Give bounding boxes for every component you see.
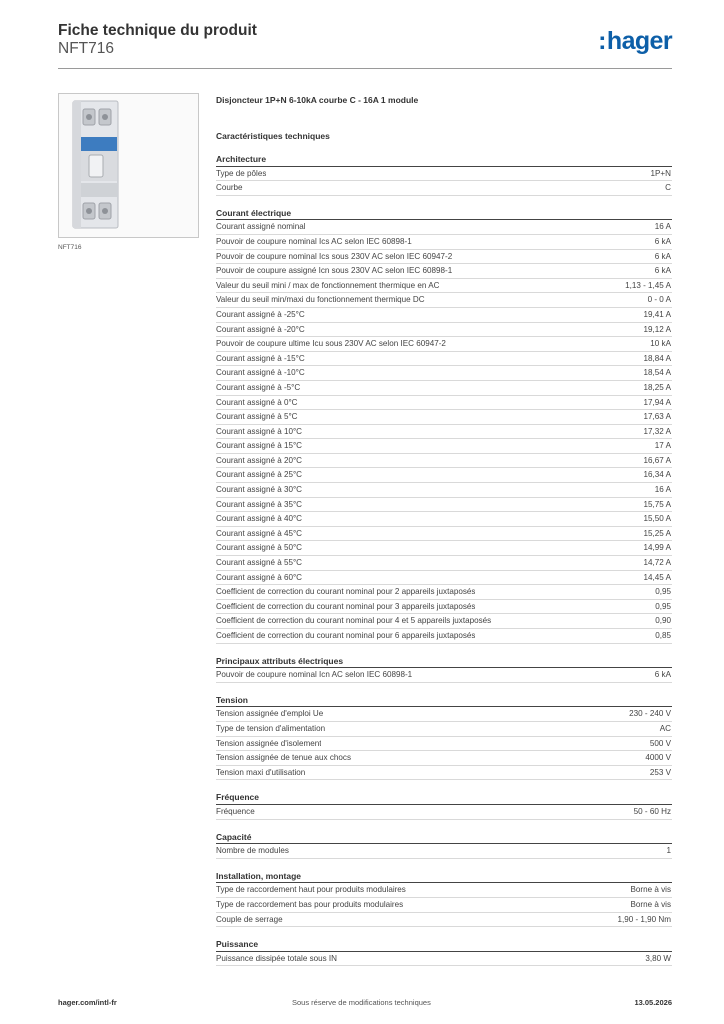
spec-label: Pouvoir de coupure nominal Ics sous 230V AC selon IEC 60947-2 bbox=[216, 251, 453, 261]
spec-value: 18,54 A bbox=[643, 368, 671, 378]
spec-value: 15,25 A bbox=[643, 528, 671, 538]
spec-row bbox=[216, 556, 672, 571]
spec-value: 253 V bbox=[649, 767, 671, 777]
spec-label: Courant assigné nominal bbox=[216, 222, 306, 232]
spec-value: 0,95 bbox=[655, 601, 671, 611]
spec-row bbox=[216, 250, 672, 265]
logo-text: hager bbox=[606, 27, 672, 55]
spec-row bbox=[216, 751, 672, 766]
spec-label: Pouvoir de coupure nominal Ics AC selon IEC 60898-1 bbox=[216, 236, 412, 246]
section-gap bbox=[216, 780, 672, 790]
spec-row bbox=[216, 337, 672, 352]
spec-sections bbox=[216, 152, 672, 966]
spec-value: 14,72 A bbox=[643, 558, 671, 568]
spec-label: Courant assigné à 30°C bbox=[216, 485, 303, 495]
spec-value: 500 V bbox=[649, 738, 671, 748]
spec-row bbox=[216, 483, 672, 498]
spec-row bbox=[216, 883, 672, 898]
section-title: Principaux attributs électriques bbox=[216, 654, 672, 669]
spec-row bbox=[216, 600, 672, 615]
spec-label: Fréquence bbox=[216, 806, 255, 816]
spec-row bbox=[216, 381, 672, 396]
spec-value: 16,67 A bbox=[643, 455, 671, 465]
spec-label: Type de pôles bbox=[216, 168, 267, 178]
spec-value: 17,32 A bbox=[643, 426, 671, 436]
section-title: Puissance bbox=[216, 937, 672, 952]
spec-value: 3,80 W bbox=[645, 953, 671, 963]
spec-value: 15,50 A bbox=[643, 514, 671, 524]
spec-row bbox=[216, 805, 672, 820]
spec-row bbox=[216, 220, 672, 235]
spec-value: 6 kA bbox=[654, 670, 671, 680]
spec-row bbox=[216, 668, 672, 683]
main-content bbox=[216, 93, 672, 966]
spec-row bbox=[216, 308, 672, 323]
spec-row bbox=[216, 844, 672, 859]
spec-row bbox=[216, 425, 672, 440]
spec-label: Nombre de modules bbox=[216, 846, 289, 856]
spec-section bbox=[216, 869, 672, 927]
spec-value: 230 - 240 V bbox=[629, 709, 671, 719]
spec-label: Courant assigné à -15°C bbox=[216, 353, 305, 363]
spec-row bbox=[216, 527, 672, 542]
section-title: Fréquence bbox=[216, 790, 672, 805]
spec-value: 14,99 A bbox=[643, 543, 671, 553]
section-gap bbox=[216, 196, 672, 206]
spec-label: Coefficient de correction du courant nominal pour 3 appareils juxtaposés bbox=[216, 601, 476, 611]
section-gap bbox=[216, 820, 672, 830]
spec-label: Coefficient de correction du courant nominal pour 4 et 5 appareils juxtaposés bbox=[216, 616, 492, 626]
spec-row bbox=[216, 439, 672, 454]
spec-label: Courant assigné à 60°C bbox=[216, 572, 303, 582]
spec-label: Type de tension d'alimentation bbox=[216, 723, 326, 733]
spec-section bbox=[216, 830, 672, 859]
spec-section bbox=[216, 654, 672, 683]
spec-row bbox=[216, 614, 672, 629]
tech-heading: Caractéristiques techniques bbox=[216, 131, 330, 141]
spec-label: Courant assigné à 15°C bbox=[216, 441, 303, 451]
spec-label: Pouvoir de coupure nominal Icn AC selon IEC 60898-1 bbox=[216, 670, 413, 680]
spec-value: 14,45 A bbox=[643, 572, 671, 582]
section-title: Installation, montage bbox=[216, 869, 672, 884]
spec-label: Courant assigné à 55°C bbox=[216, 558, 303, 568]
spec-label: Tension assignée de tenue aux chocs bbox=[216, 753, 351, 763]
spec-value: 19,41 A bbox=[643, 309, 671, 319]
spec-value: 0,95 bbox=[655, 587, 671, 597]
spec-value: AC bbox=[659, 723, 671, 733]
spec-value: 0,90 bbox=[655, 616, 671, 626]
product-reference: NFT716 bbox=[58, 40, 114, 57]
spec-label: Coefficient de correction du courant nominal pour 6 appareils juxtaposés bbox=[216, 631, 476, 640]
spec-value: 1 bbox=[666, 846, 671, 856]
spec-label: Couple de serrage bbox=[216, 914, 283, 924]
spec-label: Type de raccordement haut pour produits modulaires bbox=[216, 885, 406, 895]
spec-value: 16 A bbox=[654, 485, 671, 495]
spec-section bbox=[216, 790, 672, 819]
spec-row bbox=[216, 898, 672, 913]
spec-value: Borne à vis bbox=[630, 899, 671, 909]
section-title: Tension bbox=[216, 693, 672, 708]
spec-row bbox=[216, 707, 672, 722]
spec-value: 0,85 bbox=[655, 631, 671, 640]
spec-row bbox=[216, 468, 672, 483]
spec-label: Courant assigné à -20°C bbox=[216, 324, 305, 334]
spec-section bbox=[216, 152, 672, 196]
spec-row bbox=[216, 498, 672, 513]
spec-label: Courant assigné à 40°C bbox=[216, 514, 303, 524]
spec-label: Tension assignée d'isolement bbox=[216, 738, 322, 748]
spec-label: Courant assigné à 50°C bbox=[216, 543, 303, 553]
section-gap bbox=[216, 927, 672, 937]
spec-label: Tension maxi d'utilisation bbox=[216, 767, 306, 777]
spec-label: Pouvoir de coupure ultime Icu sous 230V AC selon IEC 60947-2 bbox=[216, 339, 446, 349]
spec-value: 15,75 A bbox=[643, 499, 671, 509]
hager-logo[interactable] bbox=[598, 28, 672, 54]
spec-value: 1P+N bbox=[650, 168, 671, 178]
spec-row bbox=[216, 352, 672, 367]
page-title: Fiche technique du produit bbox=[58, 22, 257, 39]
spec-row bbox=[216, 571, 672, 586]
spec-row bbox=[216, 167, 672, 182]
product-description: Disjoncteur 1P+N 6-10kA courbe C - 16A 1 module bbox=[216, 95, 419, 105]
spec-row bbox=[216, 366, 672, 381]
product-image bbox=[58, 93, 199, 238]
section-title: Architecture bbox=[216, 152, 672, 167]
spec-row bbox=[216, 264, 672, 279]
spec-value: 0 - 0 A bbox=[647, 295, 671, 305]
spec-label: Pouvoir de coupure assigné Icn sous 230V AC selon IEC 60898-1 bbox=[216, 266, 453, 276]
spec-value: C bbox=[665, 183, 671, 193]
footer-notice: Sous réserve de modifications techniques bbox=[292, 998, 431, 1007]
spec-row bbox=[216, 454, 672, 469]
spec-value: 6 kA bbox=[654, 236, 671, 246]
spec-row bbox=[216, 629, 672, 644]
spec-label: Courant assigné à -5°C bbox=[216, 382, 301, 392]
spec-label: Tension assignée d'emploi Ue bbox=[216, 709, 324, 719]
section-title: Courant électrique bbox=[216, 206, 672, 221]
spec-label: Courant assigné à -25°C bbox=[216, 309, 305, 319]
spec-label: Courant assigné à 25°C bbox=[216, 470, 303, 480]
spec-value: 16,34 A bbox=[643, 470, 671, 480]
spec-section bbox=[216, 206, 672, 644]
spec-row bbox=[216, 766, 672, 781]
spec-row bbox=[216, 737, 672, 752]
spec-row bbox=[216, 512, 672, 527]
spec-row bbox=[216, 541, 672, 556]
spec-row bbox=[216, 293, 672, 308]
spec-row bbox=[216, 913, 672, 928]
spec-label: Courbe bbox=[216, 183, 243, 193]
image-caption: NFT716 bbox=[58, 244, 82, 251]
circuit-breaker-icon bbox=[67, 99, 124, 230]
spec-value: 17,94 A bbox=[643, 397, 671, 407]
spec-row bbox=[216, 323, 672, 338]
spec-value: 17 A bbox=[654, 441, 671, 451]
spec-value: 17,63 A bbox=[643, 412, 671, 422]
spec-label: Coefficient de correction du courant nominal pour 2 appareils juxtaposés bbox=[216, 587, 476, 597]
section-gap bbox=[216, 859, 672, 869]
spec-row bbox=[216, 952, 672, 967]
spec-value: 18,25 A bbox=[643, 382, 671, 392]
spec-section bbox=[216, 937, 672, 966]
spec-value: 18,84 A bbox=[643, 353, 671, 363]
spec-label: Type de raccordement bas pour produits modulaires bbox=[216, 899, 404, 909]
spec-value: 6 kA bbox=[654, 266, 671, 276]
logo-colon-icon: : bbox=[598, 27, 606, 55]
spec-label: Courant assigné à 45°C bbox=[216, 528, 303, 538]
page-footer bbox=[58, 998, 672, 1010]
spec-row bbox=[216, 235, 672, 250]
spec-row bbox=[216, 181, 672, 196]
spec-row bbox=[216, 279, 672, 294]
spec-value: 1,13 - 1,45 A bbox=[625, 280, 671, 290]
spec-label: Courant assigné à -10°C bbox=[216, 368, 305, 378]
spec-label: Puissance dissipée totale sous IN bbox=[216, 953, 338, 963]
spec-value: Borne à vis bbox=[630, 885, 671, 895]
spec-label: Valeur du seuil min/maxi du fonctionnement thermique DC bbox=[216, 295, 425, 305]
header-divider bbox=[58, 68, 672, 69]
spec-label: Courant assigné à 10°C bbox=[216, 426, 303, 436]
spec-value: 19,12 A bbox=[643, 324, 671, 334]
section-gap bbox=[216, 644, 672, 654]
spec-row bbox=[216, 410, 672, 425]
spec-label: Courant assigné à 20°C bbox=[216, 455, 303, 465]
spec-section bbox=[216, 693, 672, 781]
spec-row bbox=[216, 722, 672, 737]
page-header bbox=[58, 22, 674, 68]
spec-label: Valeur du seuil mini / max de fonctionnement thermique en AC bbox=[216, 280, 440, 290]
spec-label: Courant assigné à 35°C bbox=[216, 499, 303, 509]
spec-value: 50 - 60 Hz bbox=[633, 806, 671, 816]
spec-value: 1,90 - 1,90 Nm bbox=[617, 914, 671, 924]
footer-website-link[interactable]: hager.com/intl-fr bbox=[58, 998, 117, 1007]
footer-date: 13.05.2026 bbox=[634, 998, 672, 1007]
spec-value: 6 kA bbox=[654, 251, 671, 261]
spec-row bbox=[216, 585, 672, 600]
spec-value: 16 A bbox=[654, 222, 671, 232]
spec-value: 10 kA bbox=[650, 339, 671, 349]
spec-label: Courant assigné à 5°C bbox=[216, 412, 298, 422]
section-gap bbox=[216, 683, 672, 693]
section-title: Capacité bbox=[216, 830, 672, 845]
spec-value: 4000 V bbox=[645, 753, 671, 763]
spec-label: Courant assigné à 0°C bbox=[216, 397, 298, 407]
spec-row bbox=[216, 396, 672, 411]
